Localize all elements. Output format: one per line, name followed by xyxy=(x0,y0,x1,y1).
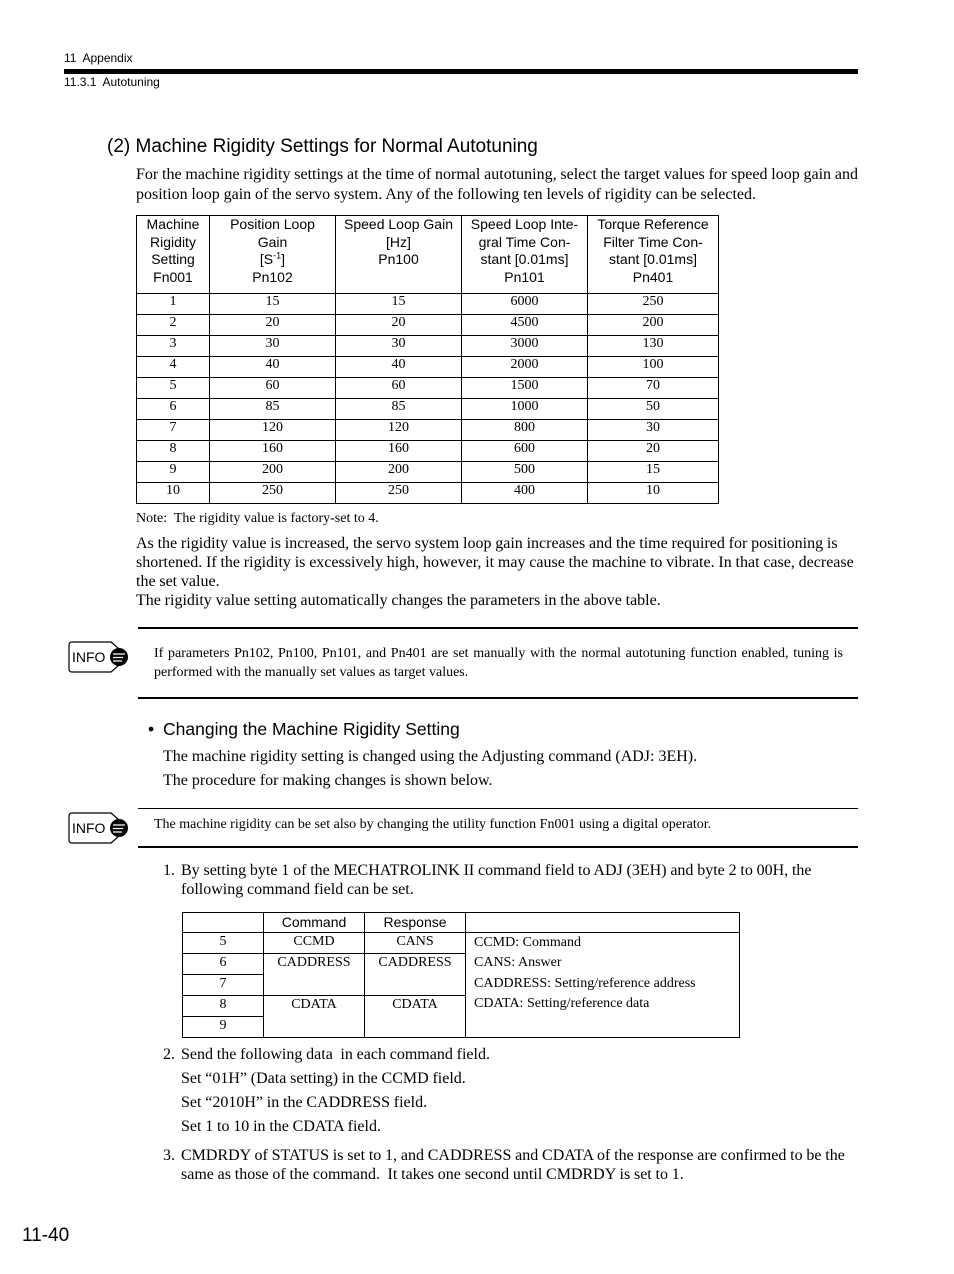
cell-speed-loop-gain: 20 xyxy=(336,315,462,336)
step-text xyxy=(181,1146,845,1184)
header-line: stant [0.01ms] xyxy=(480,251,569,267)
cell-integral-time: 1000 xyxy=(462,399,588,420)
info-box-top-rule xyxy=(138,627,858,629)
header-legend xyxy=(466,913,740,933)
info-box-top-rule xyxy=(138,808,858,809)
step-line: same as those of the command. It takes one second until CMDRDY is set to 1. xyxy=(181,1166,684,1183)
info-line: If parameters Pn102, Pn100, Pn101, and Pn401 are set manually with the normal autotuning function enabled, tuning is xyxy=(154,646,843,661)
cell-rigidity-setting: 2 xyxy=(137,315,210,336)
rigidity-row xyxy=(137,462,719,483)
cell-rigidity-setting: 9 xyxy=(137,462,210,483)
cell-speed-loop-gain: 200 xyxy=(336,462,462,483)
header-line: gral Time Con- xyxy=(478,233,571,250)
legend-line: CADDRESS: Setting/reference address xyxy=(474,975,696,991)
cell-integral-time: 4500 xyxy=(462,315,588,336)
cell-torque-filter: 200 xyxy=(588,315,719,336)
byte-number: 7 xyxy=(183,975,264,996)
header-line: Speed Loop Inte- xyxy=(470,216,579,232)
unit-base: [S xyxy=(259,251,274,267)
header-line: Speed Loop Gain xyxy=(344,216,453,232)
header-rule xyxy=(64,69,858,74)
header-response: Response xyxy=(365,913,466,933)
header-line: Rigidity xyxy=(150,233,196,250)
unit-superscript: -1 xyxy=(273,250,282,261)
cell-rigidity-setting: 3 xyxy=(137,336,210,357)
response-field: CANS xyxy=(365,933,466,954)
header-line: Pn100 xyxy=(378,251,419,267)
command-field: CDATA xyxy=(264,996,365,1038)
header-machine-rigidity-setting xyxy=(137,216,210,294)
unit-close: ] xyxy=(281,251,286,267)
header-line: Gain xyxy=(257,233,288,250)
response-field: CADDRESS xyxy=(365,954,466,996)
byte-number: 8 xyxy=(183,996,264,1017)
cell-integral-time: 2000 xyxy=(462,357,588,378)
cell-torque-filter: 130 xyxy=(588,336,719,357)
step-line: Set “2010H” in the CADDRESS field. xyxy=(181,1094,428,1111)
cell-integral-time: 600 xyxy=(462,441,588,462)
cell-speed-loop-gain: 40 xyxy=(336,357,462,378)
header-param: Pn102 xyxy=(252,268,293,285)
cell-rigidity-setting: 4 xyxy=(137,357,210,378)
cell-speed-loop-gain: 85 xyxy=(336,399,462,420)
subsection-title: Changing the Machine Rigidity Setting xyxy=(163,719,460,739)
cell-speed-loop-gain: 160 xyxy=(336,441,462,462)
cell-torque-filter: 15 xyxy=(588,462,719,483)
step-number: 3. xyxy=(163,1147,175,1164)
field-legend xyxy=(466,933,740,1038)
explanation-paragraph xyxy=(136,534,854,610)
rigidity-table-body xyxy=(137,294,719,504)
cell-speed-loop-gain: 120 xyxy=(336,420,462,441)
header-line: [Hz] xyxy=(386,233,411,250)
rigidity-row xyxy=(137,441,719,462)
cell-integral-time: 500 xyxy=(462,462,588,483)
header-line: Torque Reference xyxy=(597,216,709,232)
byte-number: 9 xyxy=(183,1017,264,1038)
cell-speed-loop-gain: 30 xyxy=(336,336,462,357)
cell-position-loop-gain: 30 xyxy=(210,336,336,357)
cell-position-loop-gain: 160 xyxy=(210,441,336,462)
rigidity-row xyxy=(137,294,719,315)
cell-speed-loop-gain: 60 xyxy=(336,378,462,399)
info-line: performed with the manually set values as target values. xyxy=(154,665,469,680)
cell-position-loop-gain: 60 xyxy=(210,378,336,399)
cell-rigidity-setting: 10 xyxy=(137,483,210,504)
header-line: Pn101 xyxy=(504,268,545,285)
command-header-row xyxy=(183,913,740,933)
rigidity-table xyxy=(136,215,719,504)
cell-torque-filter: 50 xyxy=(588,399,719,420)
info-label: INFO xyxy=(72,649,106,665)
cell-position-loop-gain: 120 xyxy=(210,420,336,441)
cell-torque-filter: 250 xyxy=(588,294,719,315)
byte-number: 6 xyxy=(183,954,264,975)
info-icon xyxy=(67,637,131,677)
explanation-line: the set value. xyxy=(136,573,220,590)
cell-position-loop-gain: 85 xyxy=(210,399,336,420)
cell-torque-filter: 20 xyxy=(588,441,719,462)
cell-integral-time: 400 xyxy=(462,483,588,504)
cell-position-loop-gain: 200 xyxy=(210,462,336,483)
step-text xyxy=(181,1043,490,1139)
legend-line: CANS: Answer xyxy=(474,955,562,971)
step-line: CMDRDY of STATUS is set to 1, and CADDRESS and CDATA of the response are confirmed to be the xyxy=(181,1147,845,1164)
cell-integral-time: 1500 xyxy=(462,378,588,399)
header-byte xyxy=(183,913,264,933)
cell-torque-filter: 100 xyxy=(588,357,719,378)
intro-paragraph xyxy=(136,165,858,204)
running-header-section: 11.3.1 Autotuning xyxy=(64,75,160,89)
cell-torque-filter: 30 xyxy=(588,420,719,441)
cell-rigidity-setting: 5 xyxy=(137,378,210,399)
intro-line: For the machine rigidity settings at the time of normal autotuning, select the target values for speed loop gain and xyxy=(136,166,858,183)
step-line: By setting byte 1 of the MECHATROLINK II command field to ADJ (3EH) and byte 2 to 00H, the xyxy=(181,862,812,879)
info-box-text xyxy=(154,644,843,682)
cell-rigidity-setting: 7 xyxy=(137,420,210,441)
header-line: Setting xyxy=(151,251,195,267)
legend-line: CDATA: Setting/reference data xyxy=(474,995,650,1011)
info-box-text: The machine rigidity can be set also by changing the utility function Fn001 using a digital operator. xyxy=(154,817,712,832)
header-speed-loop-gain xyxy=(336,216,462,294)
step-line: Set “01H” (Data setting) in the CCMD field. xyxy=(181,1070,466,1087)
cell-integral-time: 800 xyxy=(462,420,588,441)
header-line: Fn001 xyxy=(153,268,193,285)
header-speed-loop-integral-time xyxy=(462,216,588,294)
cell-torque-filter: 10 xyxy=(588,483,719,504)
header-command: Command xyxy=(264,913,365,933)
rigidity-row xyxy=(137,378,719,399)
info-label: INFO xyxy=(72,820,106,836)
running-header-chapter: 11 Appendix xyxy=(64,51,133,65)
section-title: (2) Machine Rigidity Settings for Normal Autotuning xyxy=(107,136,538,157)
header-position-loop-gain xyxy=(210,216,336,294)
step-text xyxy=(181,861,812,899)
explanation-line: shortened. If the rigidity is excessively high, however, it may cause the machine to vibrate. In that case, decrease xyxy=(136,554,854,571)
rigidity-row xyxy=(137,315,719,336)
cell-integral-time: 6000 xyxy=(462,294,588,315)
page-number: 11-40 xyxy=(22,1225,70,1246)
cell-rigidity-setting: 6 xyxy=(137,399,210,420)
step-line: Set 1 to 10 in the CDATA field. xyxy=(181,1118,381,1135)
cell-torque-filter: 70 xyxy=(588,378,719,399)
rigidity-header-row xyxy=(137,216,719,294)
cell-speed-loop-gain: 250 xyxy=(336,483,462,504)
bullet-marker: • xyxy=(148,719,155,739)
cell-rigidity-setting: 1 xyxy=(137,294,210,315)
table-note: Note: The rigidity value is factory-set to 4. xyxy=(136,511,379,526)
cell-position-loop-gain: 250 xyxy=(210,483,336,504)
command-field: CCMD xyxy=(264,933,365,954)
step-number: 2. xyxy=(163,1046,175,1063)
byte-number: 5 xyxy=(183,933,264,954)
cell-position-loop-gain: 15 xyxy=(210,294,336,315)
rigidity-row xyxy=(137,357,719,378)
info-box-bottom-rule xyxy=(138,846,858,848)
step-line: following command field can be set. xyxy=(181,881,414,898)
command-row xyxy=(183,933,740,954)
rigidity-row xyxy=(137,336,719,357)
command-field-table xyxy=(182,912,740,1038)
cell-position-loop-gain: 40 xyxy=(210,357,336,378)
rigidity-row xyxy=(137,483,719,504)
step-number: 1. xyxy=(163,862,175,879)
rigidity-row xyxy=(137,420,719,441)
rigidity-row xyxy=(137,399,719,420)
subsection-paragraph xyxy=(163,745,697,793)
header-line: Machine xyxy=(146,216,200,232)
subsection-line: The machine rigidity setting is changed using the Adjusting command (ADJ: 3EH). xyxy=(163,748,698,765)
cell-rigidity-setting: 8 xyxy=(137,441,210,462)
subsection-line: The procedure for making changes is shown below. xyxy=(163,772,493,789)
header-line: Position Loop xyxy=(230,216,315,232)
header-line: Filter Time Con- xyxy=(603,233,703,250)
legend-line: CCMD: Command xyxy=(474,935,581,950)
command-field: CADDRESS xyxy=(264,954,365,996)
header-line: stant [0.01ms] xyxy=(609,251,697,267)
cell-position-loop-gain: 20 xyxy=(210,315,336,336)
explanation-line: The rigidity value setting automatically changes the parameters in the above table. xyxy=(136,592,661,609)
header-unit xyxy=(210,251,335,269)
response-field: CDATA xyxy=(365,996,466,1038)
step-line: Send the following data in each command field. xyxy=(181,1046,490,1063)
header-torque-reference-filter xyxy=(588,216,719,294)
explanation-line: As the rigidity value is increased, the servo system loop gain increases and the time required for positioning is xyxy=(136,535,838,552)
intro-line: position loop gain of the servo system. Any of the following ten levels of rigidity can be selected. xyxy=(136,185,757,203)
cell-integral-time: 3000 xyxy=(462,336,588,357)
cell-speed-loop-gain: 15 xyxy=(336,294,462,315)
info-box-bottom-rule xyxy=(138,697,858,699)
info-icon xyxy=(67,808,131,848)
header-line: Pn401 xyxy=(632,268,674,285)
